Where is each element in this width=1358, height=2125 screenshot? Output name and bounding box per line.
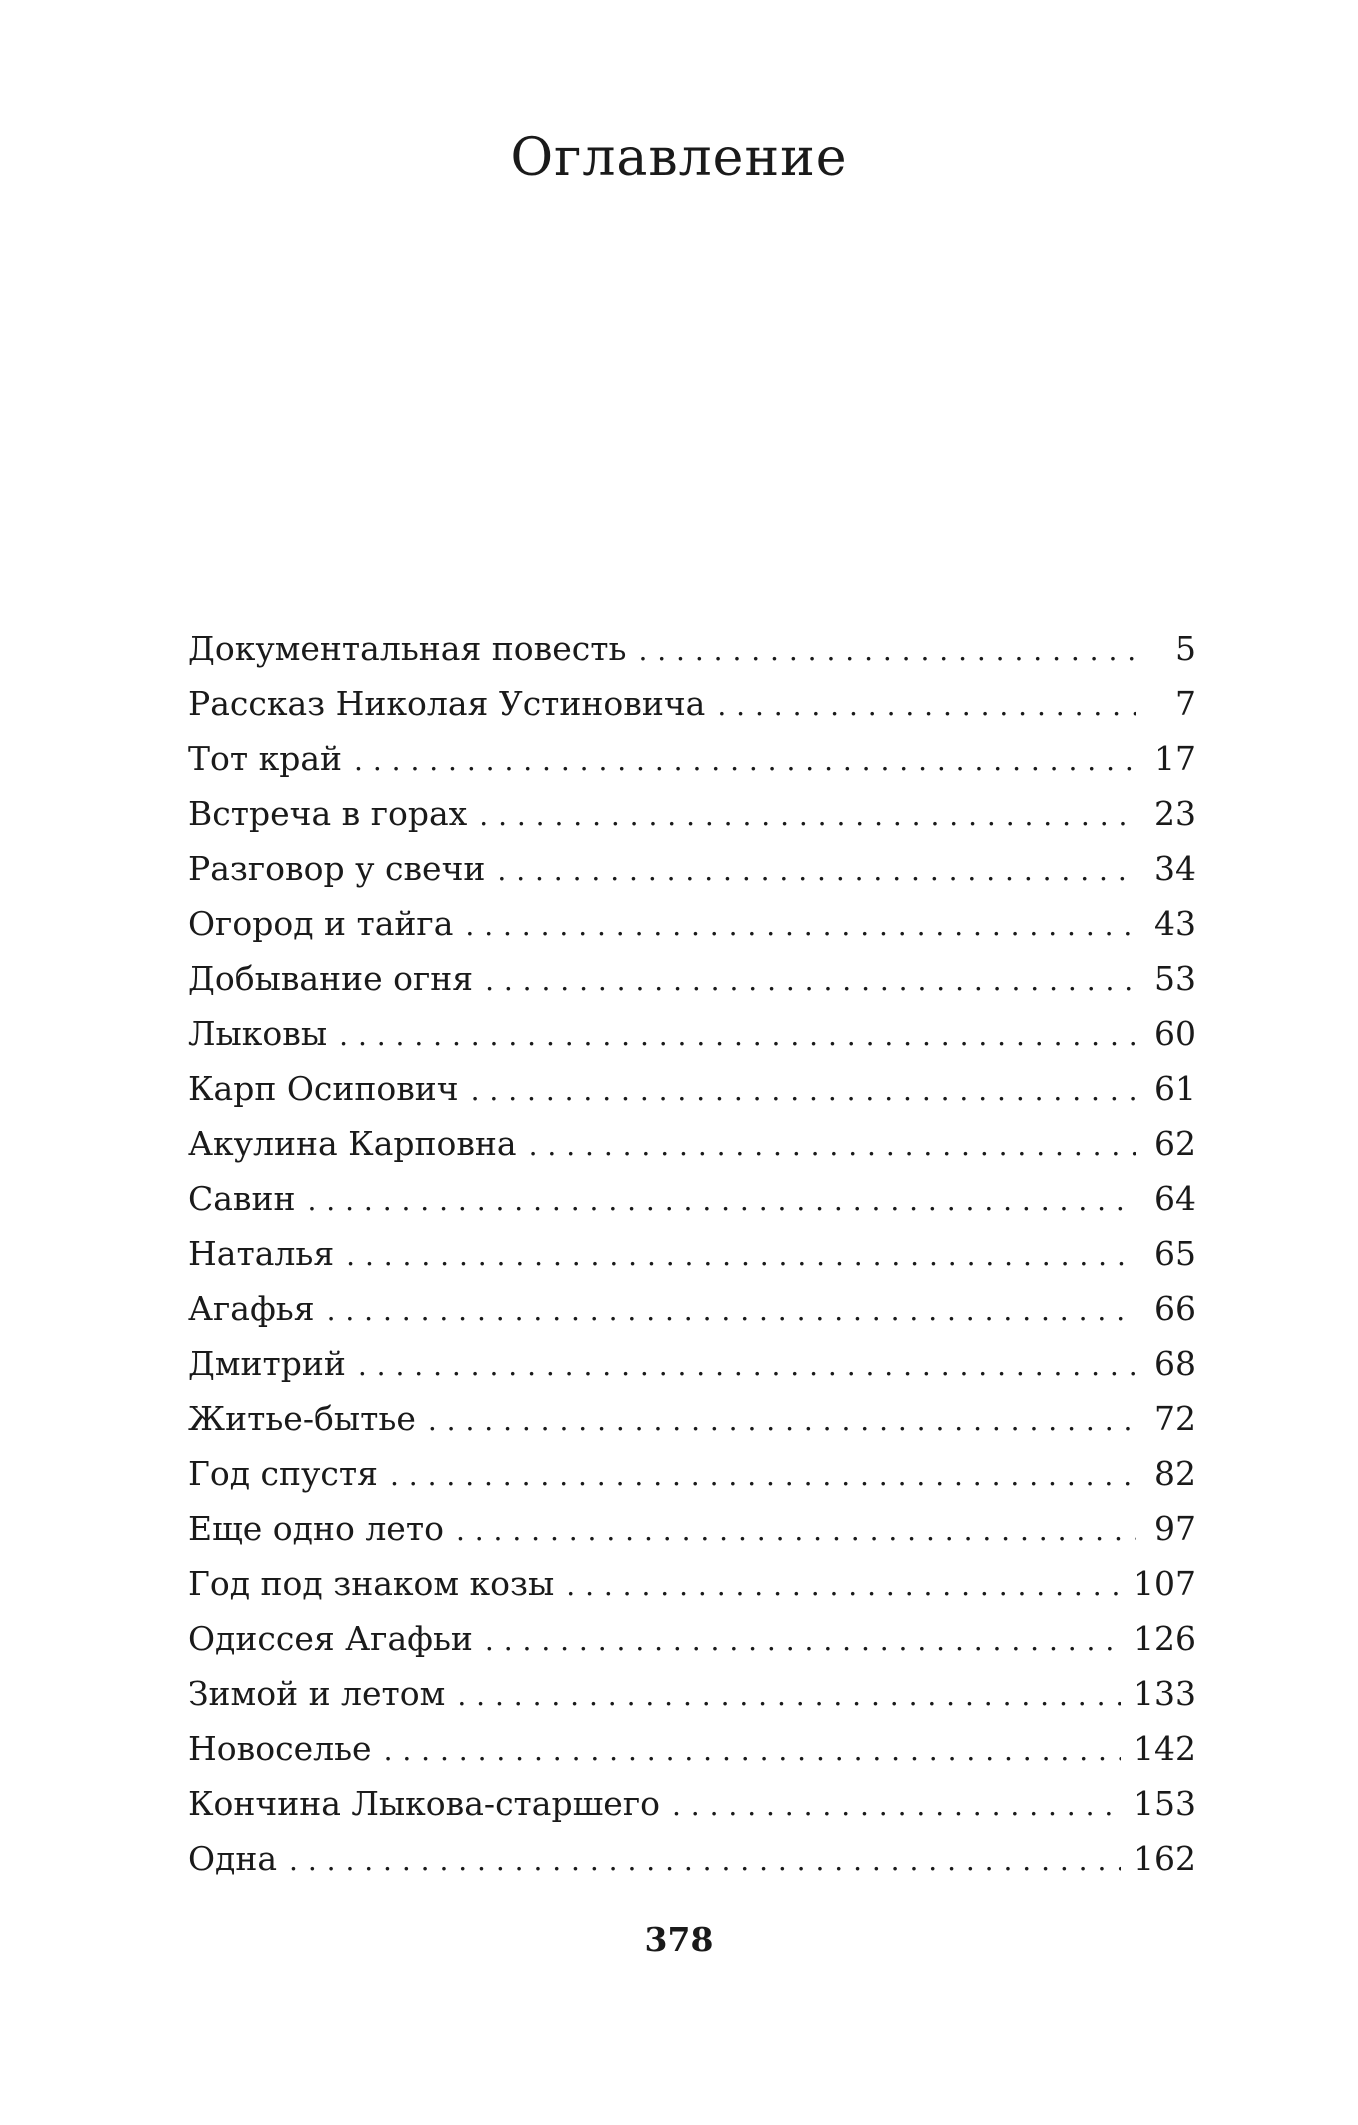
toc-entry-page: 64 (1154, 1179, 1196, 1218)
toc-entry[interactable] (188, 1446, 1196, 1501)
toc-entry-title: Встреча в горах (188, 794, 468, 833)
dot-leader (638, 623, 1136, 678)
toc-entry[interactable] (188, 1006, 1196, 1061)
page-number: 378 (644, 1920, 714, 1959)
toc-entry-title: Карп Осипович (188, 1069, 459, 1108)
toc-entry[interactable] (188, 1501, 1196, 1556)
toc-entry-page: 126 (1133, 1619, 1196, 1658)
toc-entry[interactable] (188, 731, 1196, 786)
toc-entry-page: 23 (1154, 794, 1196, 833)
toc-entry-title: Документальная повесть (188, 629, 627, 668)
toc-entry-title: Агафья (188, 1289, 315, 1328)
dot-leader (346, 1228, 1136, 1283)
dot-leader (384, 1723, 1121, 1778)
toc-entry-title: Наталья (188, 1234, 335, 1273)
dot-leader (672, 1778, 1121, 1833)
toc-entry-page: 34 (1154, 849, 1196, 888)
toc-entry-page: 62 (1154, 1124, 1196, 1163)
dot-leader (457, 1668, 1121, 1723)
dot-leader (308, 1173, 1137, 1228)
toc-entry-title: Акулина Карповна (188, 1124, 517, 1163)
toc-entry-page: 107 (1133, 1564, 1196, 1603)
toc-entry[interactable] (188, 1171, 1196, 1226)
toc-entry-title: Дмитрий (188, 1344, 346, 1383)
toc-entry-title: Зимой и летом (188, 1674, 446, 1713)
toc-entry-title: Добывание огня (188, 959, 474, 998)
dot-leader (289, 1833, 1121, 1888)
dot-leader (339, 1008, 1136, 1063)
toc-entry[interactable] (188, 1611, 1196, 1666)
toc-entry-title: Житье-бытье (188, 1399, 416, 1438)
toc-entry-page: 17 (1154, 739, 1196, 778)
toc-entry-title: Рассказ Николая Устиновича (188, 684, 706, 723)
toc-entry-title: Год спустя (188, 1454, 378, 1493)
toc-entry[interactable] (188, 621, 1196, 676)
dot-leader (465, 898, 1136, 953)
dot-leader (354, 733, 1136, 788)
toc-entry[interactable] (188, 1721, 1196, 1776)
toc-entry-page: 7 (1175, 684, 1196, 723)
toc-entry-title: Одиссея Агафьи (188, 1619, 473, 1658)
toc-entry-page: 153 (1133, 1784, 1196, 1823)
toc-entry[interactable] (188, 1226, 1196, 1281)
toc-entry[interactable] (188, 1776, 1196, 1831)
toc-entry[interactable] (188, 841, 1196, 896)
toc-entry-title: Савин (188, 1179, 296, 1218)
toc-entry-page: 60 (1154, 1014, 1196, 1053)
dot-leader (358, 1338, 1136, 1393)
toc-entry[interactable] (188, 1556, 1196, 1611)
toc-entry[interactable] (188, 1831, 1196, 1886)
toc-entry-title: Лыковы (188, 1014, 328, 1053)
toc-entry-page: 72 (1154, 1399, 1196, 1438)
toc-entry-title: Одна (188, 1839, 278, 1878)
dot-leader (485, 953, 1136, 1008)
toc-entry[interactable] (188, 1116, 1196, 1171)
toc-entry[interactable] (188, 1391, 1196, 1446)
dot-leader (529, 1118, 1136, 1173)
toc-entry-title: Разговор у свечи (188, 849, 486, 888)
toc-entry-title: Огород и тайга (188, 904, 454, 943)
toc-entry-page: 43 (1154, 904, 1196, 943)
toc-entry-page: 66 (1154, 1289, 1196, 1328)
toc-entry-page: 82 (1154, 1454, 1196, 1493)
toc-entry-title: Кончина Лыкова-старшего (188, 1784, 660, 1823)
toc-entry[interactable] (188, 1336, 1196, 1391)
dot-leader (479, 788, 1136, 843)
toc-entry-page: 65 (1154, 1234, 1196, 1273)
dot-leader (471, 1063, 1136, 1118)
toc-entry[interactable] (188, 1281, 1196, 1336)
toc-entry-page: 61 (1154, 1069, 1196, 1108)
toc-entry-title: Год под знаком козы (188, 1564, 555, 1603)
dot-leader (485, 1613, 1121, 1668)
toc-entry-page: 133 (1133, 1674, 1196, 1713)
toc-entry[interactable] (188, 951, 1196, 1006)
dot-leader (566, 1558, 1121, 1613)
toc-entry[interactable] (188, 1061, 1196, 1116)
page-title: Оглавление (510, 128, 848, 188)
toc-entry-page: 53 (1154, 959, 1196, 998)
dot-leader (428, 1393, 1136, 1448)
dot-leader (456, 1503, 1136, 1558)
dot-leader (327, 1283, 1136, 1338)
toc-entry[interactable] (188, 896, 1196, 951)
toc-entry-title: Еще одно лето (188, 1509, 444, 1548)
toc-entry-page: 162 (1133, 1839, 1196, 1878)
toc-entry-page: 5 (1175, 629, 1196, 668)
dot-leader (717, 678, 1136, 733)
toc-entry-page: 97 (1154, 1509, 1196, 1548)
dot-leader (497, 843, 1136, 898)
table-of-contents (188, 621, 1196, 1886)
toc-entry-title: Тот край (188, 739, 343, 778)
toc-entry-title: Новоселье (188, 1729, 372, 1768)
toc-entry[interactable] (188, 1666, 1196, 1721)
toc-entry[interactable] (188, 676, 1196, 731)
toc-entry[interactable] (188, 786, 1196, 841)
toc-entry-page: 142 (1133, 1729, 1196, 1768)
dot-leader (390, 1448, 1136, 1503)
toc-entry-page: 68 (1154, 1344, 1196, 1383)
